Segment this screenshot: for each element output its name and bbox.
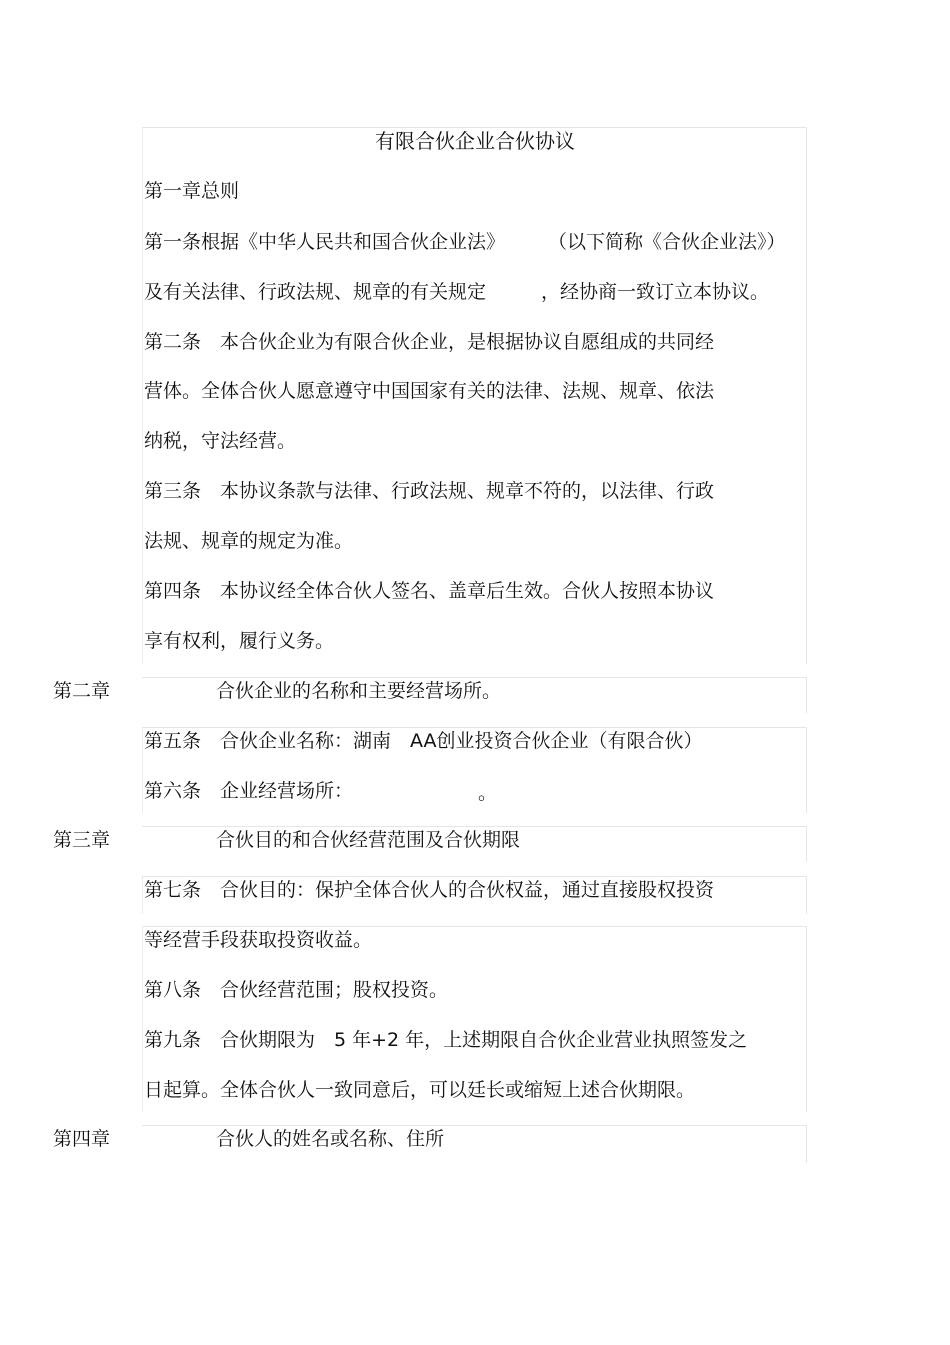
article-2-line-3: 纳税，守法经营。	[144, 430, 297, 452]
article-9-line-1: 第九条 合伙期限为 5 年+2 年，上述期限自合伙企业营业执照签发之	[144, 1029, 748, 1051]
article-6-line-1a: 第六条 企业经营场所：	[144, 780, 354, 802]
article-7-line-1: 第七条 合伙目的：保护全体合伙人的合伙权益，通过直接股权投资	[144, 879, 715, 901]
article-1-line-1a: 第一条根据《中华人民共和国合伙企业法》	[144, 231, 506, 253]
chapter-4-label: 第四章	[53, 1128, 111, 1150]
article-4-line-1: 第四条 本协议经全体合伙人签名、盖章后生效。合伙人按照本协议	[144, 580, 715, 602]
article-3-line-1: 第三条 本协议条款与法律、行政法规、规章不符的，以法律、行政	[144, 480, 715, 502]
chapter-2-label: 第二章	[53, 680, 111, 702]
article-3-line-2: 法规、规章的规定为准。	[144, 530, 354, 552]
article-6-line-1b: 。	[478, 782, 498, 804]
article-1-line-2b: ，经协商一致订立本协议。	[541, 281, 770, 303]
chapter-2-title: 合伙企业的名称和主要经营场所。	[216, 680, 502, 702]
chapter-4-title: 合伙人的姓名或名称、住所	[216, 1128, 445, 1150]
article-2-line-1: 第二条 本合伙企业为有限合伙企业，是根据协议自愿组成的共同经	[144, 331, 715, 353]
article-7-line-2: 等经营手段获取投资收益。	[144, 929, 373, 951]
chapter-1-heading: 第一章总则	[144, 180, 240, 202]
chapter-3-label: 第三章	[53, 829, 111, 851]
article-1-line-2a: 及有关法律、行政法规、规章的有关规定	[144, 281, 487, 303]
article-1-line-1b: （以下简称《合伙企业法》）	[548, 231, 786, 253]
document-title: 有限合伙企业合伙协议	[375, 129, 575, 153]
article-9-line-2: 日起算。全体合伙人一致同意后，可以廷长或缩短上述合伙期限。	[144, 1079, 696, 1101]
article-4-line-2: 享有权利，履行义务。	[144, 630, 335, 652]
chapter-3-title: 合伙目的和合伙经营范围及合伙期限	[216, 829, 521, 851]
article-5-line-1: 第五条 合伙企业名称：湖南 AA创业投资合伙企业（有限合伙）	[144, 730, 703, 752]
article-2-line-2: 营体。全体合伙人愿意遵守中国国家有关的法律、法规、规章、依法	[144, 380, 715, 402]
article-8-line-1: 第八条 合伙经营范围；股权投资。	[144, 979, 449, 1001]
